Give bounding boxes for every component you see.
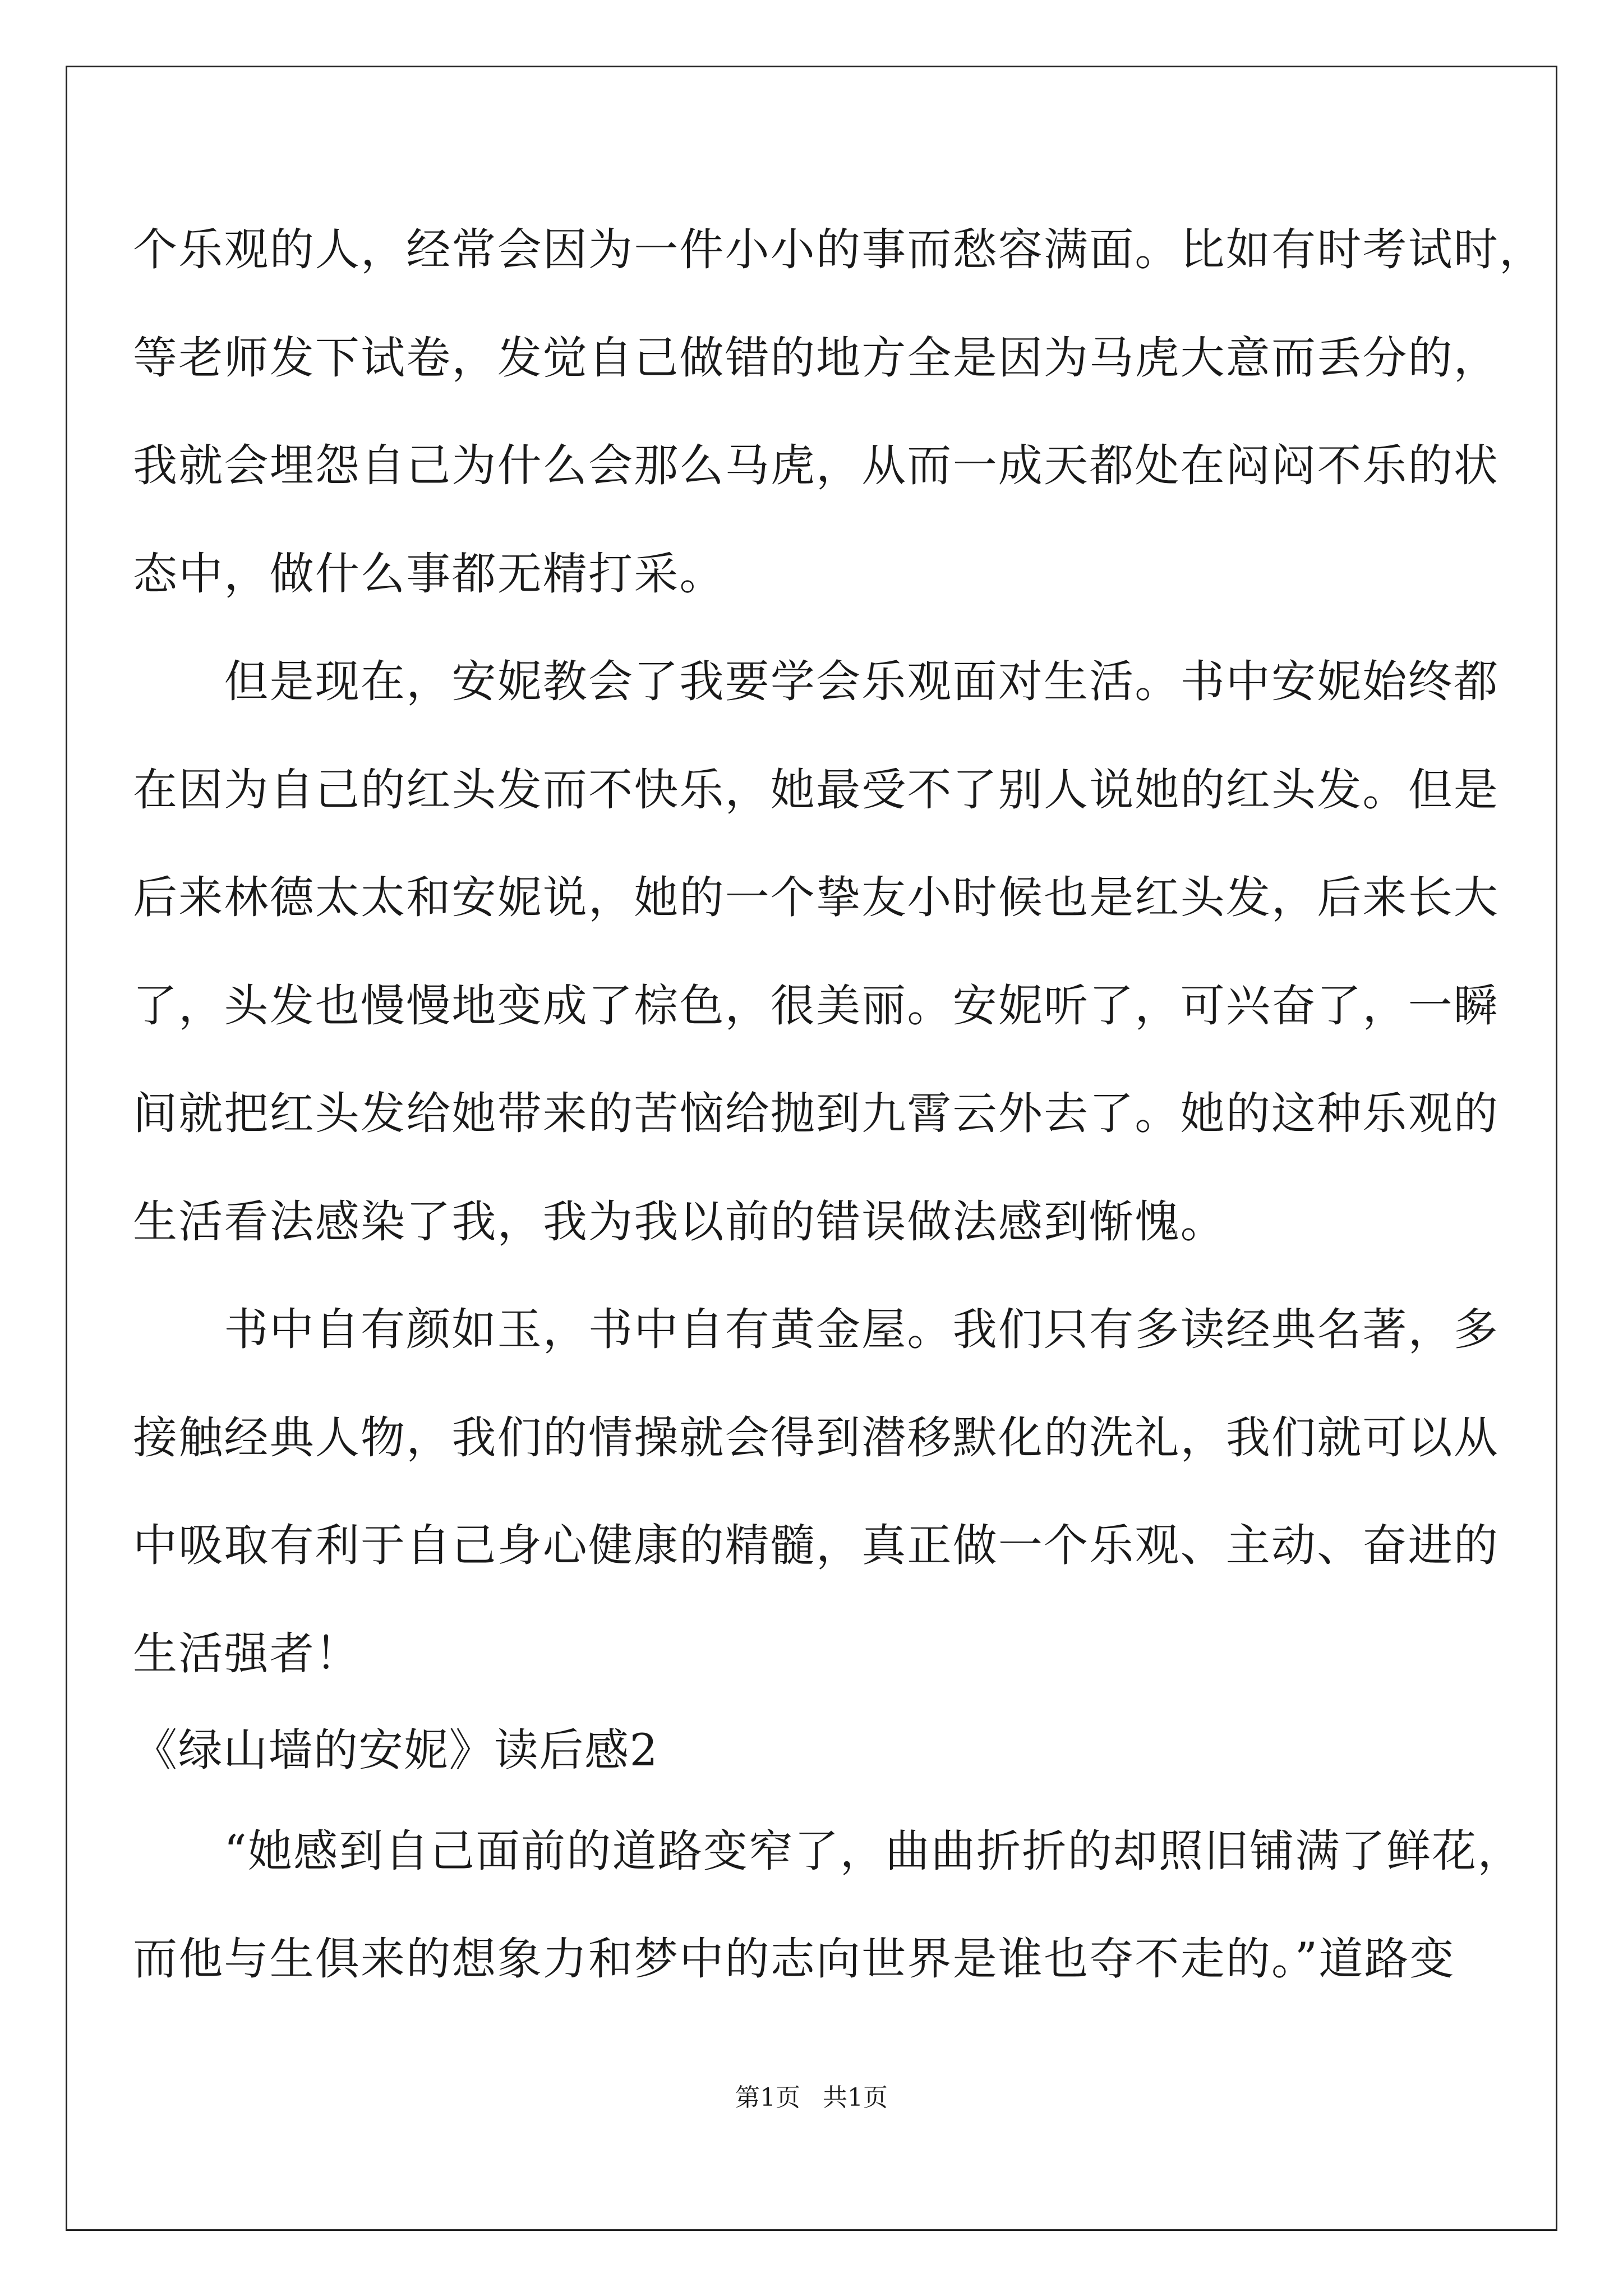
text-line: 后来林德太太和安妮说，她的一个挚友小时候也是红头发，后来长大 (133, 872, 1499, 923)
page-footer (0, 2081, 1623, 2115)
text-line: 但是现在，安妮教会了我要学会乐观面对生活。书中安妮始终都 (133, 656, 1499, 707)
text-line: 态中，做什么事都无精打采。 (133, 548, 725, 600)
text-line: 接触经典人物，我们的情操就会得到潜移默化的洗礼，我们就可以从 (133, 1412, 1499, 1464)
text-line: 等老师发下试卷，发觉自己做错的地方全是因为马虎大意而丢分的， (133, 332, 1499, 384)
section-heading: 《绿山墙的安妮》读后感2 (133, 1724, 659, 1776)
text-line: “她感到自己面前的道路变窄了，曲曲折折的却照旧铺满了鲜花， (133, 1825, 1523, 1877)
page-border (66, 66, 1557, 2231)
text-line: 了，头发也慢慢地变成了棕色，很美丽。安妮听了，可兴奋了，一瞬 (133, 980, 1499, 1032)
text-line: 我就会埋怨自己为什么会那么马虎，从而一成天都处在闷闷不乐的状 (133, 440, 1499, 491)
text-line: 生活强者！ (133, 1628, 361, 1680)
text-line: 在因为自己的红头发而不快乐，她最受不了别人说她的红头发。但是 (133, 764, 1499, 816)
text-line: 生活看法感染了我，我为我以前的错误做法感到惭愧。 (133, 1196, 1226, 1248)
text-line: 个乐观的人，经常会因为一件小小的事而愁容满面。比如有时考试时， (133, 224, 1545, 275)
page-total: 共1页 (823, 2083, 888, 2112)
page-number: 第1页 (735, 2083, 800, 2112)
text-line: 中吸取有利于自己身心健康的精髓，真正做一个乐观、主动、奋进的 (133, 1520, 1499, 1571)
text-line: 而他与生俱来的想象力和梦中的志向世界是谁也夺不走的。”道路变 (133, 1933, 1455, 1985)
text-line: 间就把红头发给她带来的苦恼给抛到九霄云外去了。她的这种乐观的 (133, 1088, 1499, 1139)
text-line: 书中自有颜如玉，书中自有黄金屋。我们只有多读经典名著，多 (133, 1304, 1499, 1355)
